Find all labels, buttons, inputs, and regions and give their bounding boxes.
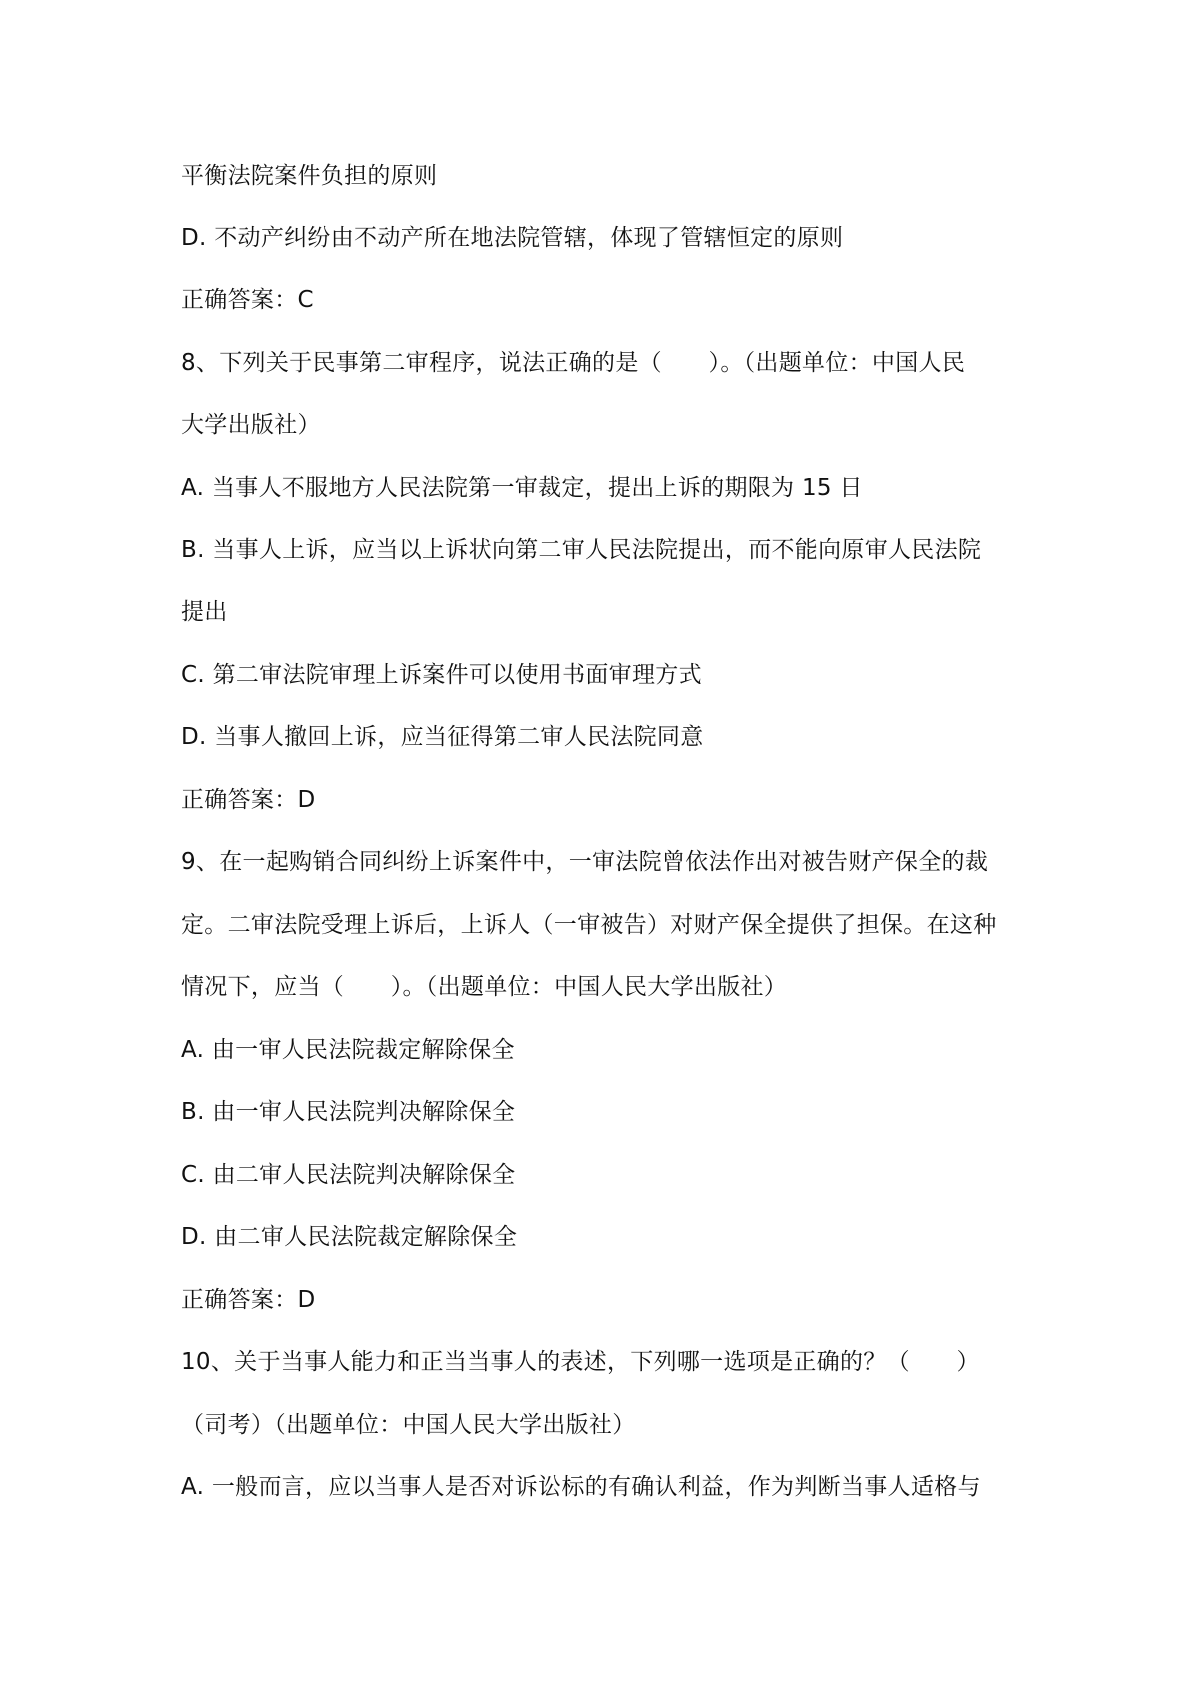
- text-line: 平衡法院案件负担的原则: [181, 163, 438, 189]
- option-line: A. 一般而言，应以当事人是否对诉讼标的有确认利益，作为判断当事人适格与: [181, 1474, 981, 1500]
- question-line: 10、关于当事人能力和正当当事人的表述，下列哪一选项是正确的？（ ）: [181, 1349, 980, 1375]
- option-line: B. 当事人上诉，应当以上诉状向第二审人民法院提出，而不能向原审人民法院: [181, 537, 982, 563]
- question-line: （司考）（出题单位：中国人民大学出版社）: [181, 1412, 636, 1438]
- question-line: 定。二审法院受理上诉后，上诉人（一审被告）对财产保全提供了担保。在这种: [181, 912, 997, 938]
- option-line: D. 由二审人民法院裁定解除保全: [181, 1224, 518, 1250]
- option-line: A. 当事人不服地方人民法院第一审裁定，提出上诉的期限为 15 日: [181, 475, 863, 501]
- option-line: B. 由一审人民法院判决解除保全: [181, 1099, 516, 1125]
- option-line: A. 由一审人民法院裁定解除保全: [181, 1037, 515, 1063]
- question-line: 9、在一起购销合同纠纷上诉案件中，一审法院曾依法作出对被告财产保全的裁: [181, 849, 989, 875]
- option-line: 提出: [181, 599, 228, 625]
- text-line: D. 不动产纠纷由不动产所在地法院管辖，体现了管辖恒定的原则: [181, 225, 844, 251]
- question-line: 大学出版社）: [181, 412, 321, 438]
- question-line: 情况下，应当（ ）。（出题单位：中国人民大学出版社）: [181, 974, 788, 1000]
- answer-line: 正确答案：D: [181, 787, 316, 813]
- answer-line: 正确答案：C: [181, 287, 314, 313]
- option-line: D. 当事人撤回上诉，应当征得第二审人民法院同意: [181, 724, 704, 750]
- question-line: 8、下列关于民事第二审程序，说法正确的是（ ）。（出题单位：中国人民: [181, 350, 966, 376]
- option-line: C. 第二审法院审理上诉案件可以使用书面审理方式: [181, 662, 702, 688]
- answer-line: 正确答案：D: [181, 1287, 316, 1313]
- option-line: C. 由二审人民法院判决解除保全: [181, 1162, 516, 1188]
